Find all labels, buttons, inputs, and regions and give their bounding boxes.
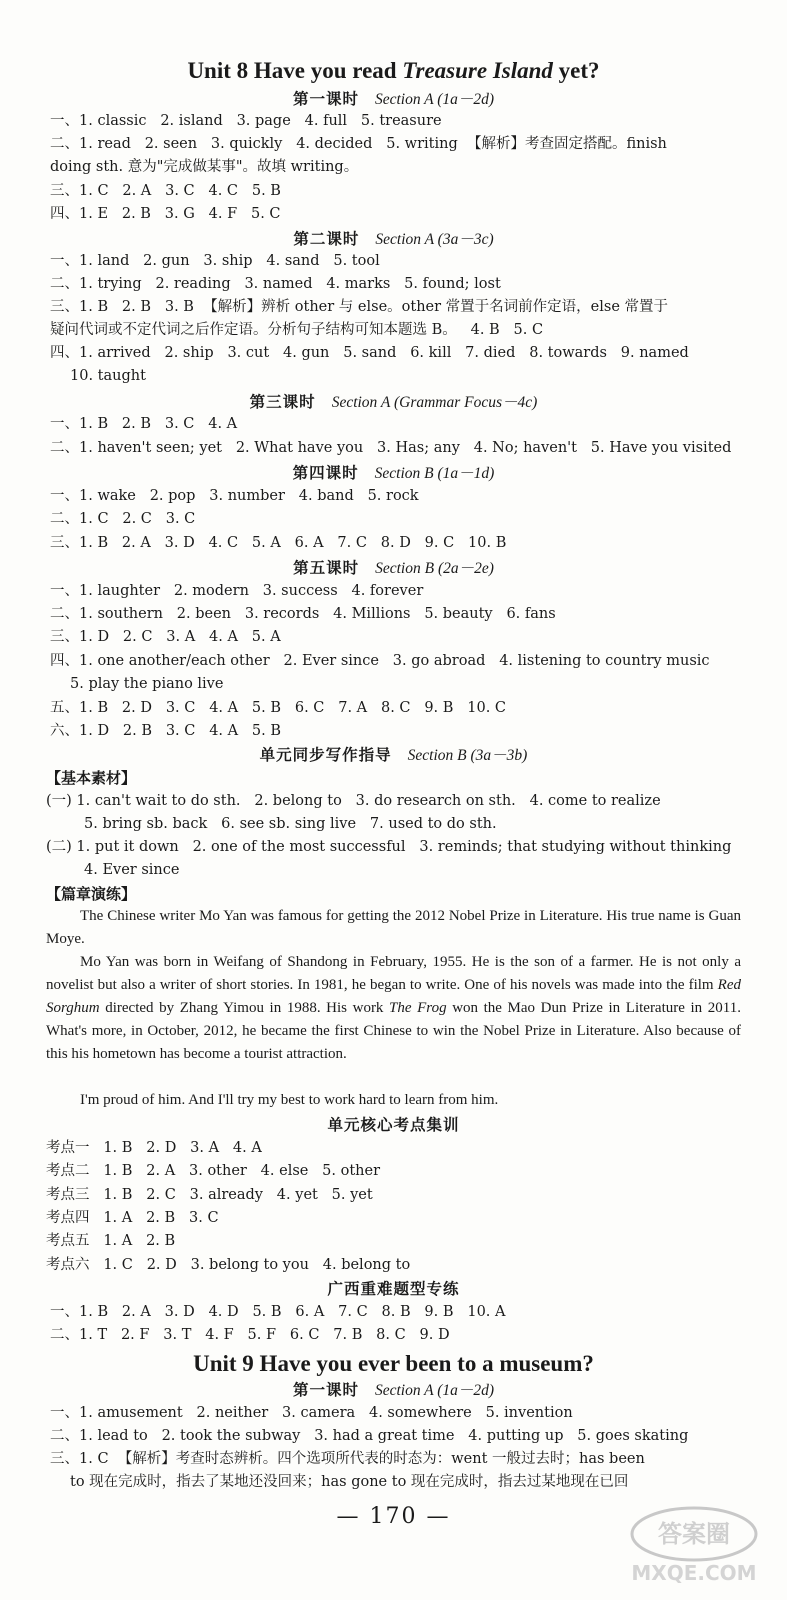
answer-line: 三、1. C 2. A 3. C 4. C 5. B [50, 183, 281, 199]
answer-line: 一、1. land 2. gun 3. ship 4. sand 5. tool [50, 253, 380, 269]
lesson2-heading: 第二课时 Section A (3a－3c) [293, 229, 494, 248]
lesson1-heading: 第一课时 Section A (1a－2d) [292, 89, 495, 108]
answer-line: 一、1. wake 2. pop 3. number 4. band 5. rock [50, 488, 419, 504]
unit9-lesson1-heading: 第一课时 Section A (1a－2d) [292, 1380, 495, 1399]
answer-line: 六、1. D 2. B 3. C 4. A 5. B [50, 723, 282, 739]
guangxi-practice-heading: 广西重难题型专练 [327, 1279, 460, 1298]
answer-line: 一、1. laughter 2. modern 3. success 4. forever [50, 583, 424, 599]
lesson5-heading: 第五课时 Section B (2a－2e) [293, 558, 494, 577]
answer-line: 二、1. C 2. C 3. C [50, 511, 196, 527]
answer-line: 考点三 1. B 2. C 3. already 4. yet 5. yet [46, 1187, 373, 1203]
answer-line: (一) 1. can't wait to do sth. 2. belong to 3. do research on sth. 4. come to realize [46, 793, 661, 809]
watermark-text: 答案圈 [658, 1520, 730, 1548]
answer-line: 一、1. B 2. A 3. D 4. D 5. B 6. A 7. C 8. B 9. B 10. A [50, 1304, 506, 1320]
answer-line: 一、1. classic 2. island 3. page 4. full 5. treasure [50, 113, 442, 129]
answer-line: 二、1. haven't seen; yet 2. What have you 3. Has; any 4. No; haven't 5. Have you visited [50, 440, 732, 456]
answer-line: (二) 1. put it down 2. one of the most successful 3. reminds; that studying without thinking [46, 839, 732, 855]
lesson3-heading: 第三课时 Section A (Grammar Focus－4c) [249, 392, 538, 411]
answer-line: 三、1. B 2. A 3. D 4. C 5. A 6. A 7. C 8. D 9. C 10. B [50, 535, 507, 551]
unit9-title: Unit 9 Have you ever been to a museum? [193, 1351, 594, 1376]
writing-heading: 单元同步写作指导 Section B (3a－3b) [259, 745, 528, 764]
answer-line: 考点四 1. A 2. B 3. C [46, 1210, 219, 1226]
answer-line: 二、1. read 2. seen 3. quickly 4. decided 5. writing 【解析】考查固定搭配。finish [50, 136, 667, 152]
answer-line: to 现在完成时，指去了某地还没回来；has gone to 现在完成时，指去过某地现在已回 [70, 1474, 629, 1490]
essay-paragraph-3: I'm proud of him. And I'll try my best to work hard to learn from him. [80, 1092, 499, 1108]
answer-line: 考点五 1. A 2. B [46, 1233, 176, 1249]
page-number: — 170 — [336, 1504, 451, 1529]
answer-line: 三、1. C 【解析】考查时态辨析。四个选项所代表的时态为：went 一般过去时；has been [50, 1451, 645, 1467]
answer-line: doing sth. 意为"完成做某事"。故填 writing。 [50, 159, 359, 175]
essay-paragraph-1: The Chinese writer Mo Yan was famous for getting the 2012 Nobel Prize in Literature. His true name is Guan Moye. [46, 908, 741, 947]
basic-material-label: 【基本素材】 [46, 769, 137, 787]
answer-line: 疑问代词或不定代词之后作定语。分析句子结构可知本题选 B。 4. B 5. C [50, 322, 544, 338]
watermark-logo [619, 1496, 769, 1586]
answer-line: 二、1. T 2. F 3. T 4. F 5. F 6. C 7. B 8. C 9. D [50, 1327, 450, 1343]
answer-line: 考点二 1. B 2. A 3. other 4. else 5. other [46, 1163, 381, 1179]
answer-line: 五、1. B 2. D 3. C 4. A 5. B 6. C 7. A 8. C 9. B 10. C [50, 700, 507, 716]
essay-paragraph-2: Mo Yan was born in Weifang of Shandong in February, 1955. He is the son of a farmer. He is not only a novelist but also a writer of short stories. In 1981, he began to write. One of his novels was made into the film Red Sorghum directed by Zhang Yimou in 1988. His work The Frog won the Mao Dun Prize in Literature in 2011. What's more, in October, 2012, he became the first Chinese to win the Nobel Prize in Literature. Also because of this his hometown has become a tourist attraction. [46, 954, 741, 1062]
answer-line: 二、1. lead to 2. took the subway 3. had a great time 4. putting up 5. goes skating [50, 1428, 689, 1444]
lesson4-heading: 第四课时 Section B (1a－1d) [292, 463, 495, 482]
core-points-heading: 单元核心考点集训 [327, 1115, 460, 1134]
answer-line: 三、1. B 2. B 3. B 【解析】辨析 other 与 else。other 常置于名词前作定语，else 常置于 [50, 299, 669, 315]
answer-line: 10. taught [70, 368, 146, 384]
unit8-title: Unit 8 Have you read Treasure Island yet? [187, 58, 600, 83]
answer-line: 一、1. B 2. B 3. C 4. A [50, 416, 238, 432]
watermark-url: MXQE.COM [631, 1561, 757, 1585]
answer-line: 5. play the piano live [70, 676, 224, 692]
answer-line: 四、1. E 2. B 3. G 4. F 5. C [50, 206, 281, 222]
answer-line: 4. Ever since [84, 862, 180, 878]
answer-line: 二、1. southern 2. been 3. records 4. Millions 5. beauty 6. fans [50, 606, 556, 622]
answer-line: 四、1. arrived 2. ship 3. cut 4. gun 5. sand 6. kill 7. died 8. towards 9. named [50, 345, 689, 361]
answer-line: 考点一 1. B 2. D 3. A 4. A [46, 1140, 262, 1156]
passage-practice-label: 【篇章演练】 [46, 885, 137, 903]
answer-line: 三、1. D 2. C 3. A 4. A 5. A [50, 629, 281, 645]
answer-line: 四、1. one another/each other 2. Ever since 3. go abroad 4. listening to country music [50, 653, 710, 669]
answer-line: 一、1. amusement 2. neither 3. camera 4. somewhere 5. invention [50, 1405, 573, 1421]
answer-line: 二、1. trying 2. reading 3. named 4. marks 5. found; lost [50, 276, 501, 292]
answer-line: 5. bring sb. back 6. see sb. sing live 7. used to do sth. [84, 816, 497, 832]
answer-line: 考点六 1. C 2. D 3. belong to you 4. belong to [46, 1257, 411, 1273]
